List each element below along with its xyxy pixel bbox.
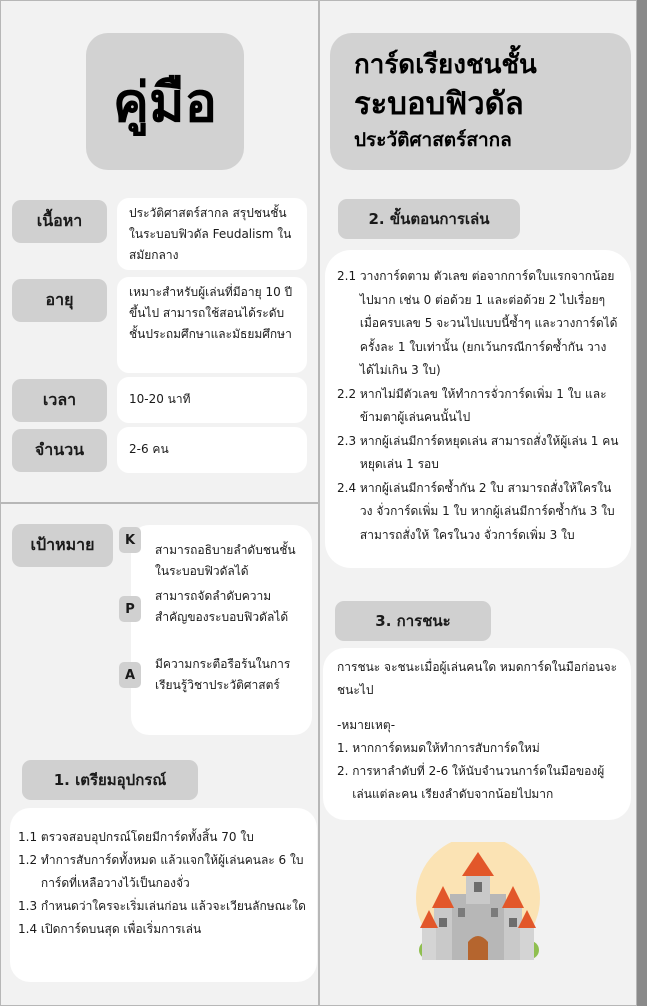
info-value-players: 2-6 คน <box>117 427 307 473</box>
header-box <box>330 33 631 170</box>
info-label-time: เวลา <box>12 379 107 422</box>
goal-text-p: สามารถจัดลำดับความสำคัญของระบอบฟิวดัลได้ <box>155 589 289 624</box>
section2-item: 2.4 หากผู้เล่นมีการ์ดซ้ำกัน 2 ใบ สามารถสั่งให้ใครในวง จั่วการ์ดเพิ่ม 1 ใบ หากผู้เล่นมีการ์ดซ้ำกัน 3 ใบ สามารถสั่งให้ ใครในวง จั่วการ์ดเพิ่ม 3 ใบ <box>337 480 615 542</box>
note-label: -หมายเหตุ- <box>337 718 396 732</box>
info-label-age: อายุ <box>12 279 107 322</box>
header-line3: ประวัติศาสตร์สากล <box>354 129 512 151</box>
section3-title: 3. การชนะ <box>335 601 491 641</box>
section2-title: 2. ขั้นตอนการเล่น <box>338 199 520 239</box>
cover-title: คู่มือ <box>112 70 218 134</box>
section2-card <box>325 250 631 568</box>
info-value-content: ประวัติศาสตร์สากล สรุปชนชั้นในระบอบฟิวดัล Feudalism ในสมัยกลาง <box>117 198 307 270</box>
goal-tag-k: K <box>119 527 141 553</box>
right-edge-strip <box>637 0 647 1006</box>
goal-tag-a: A <box>119 662 141 688</box>
goal-text-k: สามารถอธิบายลำดับชนชั้นในระบอบฟิวดัลได้ <box>155 543 296 578</box>
section1-card <box>10 808 317 982</box>
info-label-players: จำนวน <box>12 429 107 472</box>
win-text: การชนะ จะชนะเมื่อผู้เล่นคนใด หมดการ์ดในมือก่อนจะชนะไป <box>337 660 618 697</box>
note-item: 1. หากการ์ดหมดให้ทำการสับการ์ดใหม่ <box>337 741 540 755</box>
section2-item: 2.1 วางการ์ดตาม ตัวเลข ต่อจากการ์ดใบแรกจากน้อยไปมาก เช่น 0 ต่อด้วย 1 และต่อด้วย 2 ไปเรื่อยๆ เมื่อครบเลข 5 จะวนไปแบบนี้ซ้ำๆ และวางการ์ดได้ครั้งละ 1 ใบเท่านั้น (ยกเว้นกรณีการ์ดซ้ำกัน วางได้ไม่เกิน 3 ใบ) <box>337 269 618 377</box>
section1-item: 1.1 ตรวจสอบอุปกรณ์โดยมีการ์ดทั้งสิ้น 70 ใบ <box>18 830 254 844</box>
info-label-content: เนื้อหา <box>12 200 107 243</box>
section1-title: 1. เตรียมอุปกรณ์ <box>22 760 198 800</box>
section1-item: 1.2 ทำการสับการ์ดทั้งหมด แล้วแจกให้ผู้เล่นคนละ 6 ใบ การ์ดที่เหลือวางไว้เป็นกองจั่ว <box>18 853 304 890</box>
castle-icon <box>408 842 548 968</box>
goal-text-a: มีความกระตือรือร้นในการเรียนรู้วิชาประวัติศาสตร์ <box>155 657 291 692</box>
section3-card <box>323 648 631 820</box>
info-value-time: 10-20 นาที <box>117 377 307 423</box>
section1-item: 1.3 กำหนดว่าใครจะเริ่มเล่นก่อน แล้วจะเวียนลักษณะใด <box>18 899 306 913</box>
goals-label: เป้าหมาย <box>12 524 113 567</box>
cover-title-box <box>86 33 244 170</box>
header-line1: การ์ดเรียงชนชั้น <box>354 50 537 80</box>
header-line2: ระบอบฟิวดัล <box>354 86 524 122</box>
goal-tag-p: P <box>119 596 141 622</box>
note-item: 2. การหาลำดับที่ 2-6 ให้นับจำนวนการ์ดในมือของผู้เล่นแต่ละคน เรียงลำดับจากน้อยไปมาก <box>337 764 605 801</box>
section1-item: 1.4 เปิดการ์ดบนสุด เพื่อเริ่มการเล่น <box>18 922 202 936</box>
section2-item: 2.2 หากไม่มีตัวเลข ให้ทำการจั่วการ์ดเพิ่ม 1 ใบ และข้ามตาผู้เล่นคนนั้นไป <box>337 386 607 424</box>
section2-item: 2.3 หากผู้เล่นมีการ์ดหยุดเล่น สามารถสั่งให้ผู้เล่น 1 คน หยุดเล่น 1 รอบ <box>337 433 619 471</box>
info-value-age: เหมาะสำหรับผู้เล่นที่มีอายุ 10 ปีขึ้นไป สามารถใช้สอนได้ระดับชั้นประถมศึกษาและมัธยมศึกษา <box>117 277 307 373</box>
